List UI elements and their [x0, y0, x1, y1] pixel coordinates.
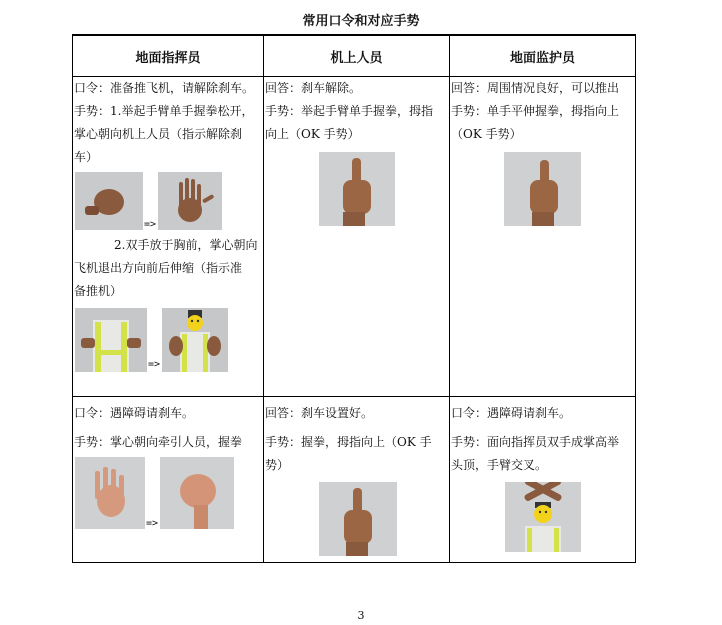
text-line: 手势：握拳，拇指向上（OK 手 [265, 435, 432, 449]
thumbs-up-photo [504, 152, 581, 226]
text-line: 回答：刹车解除。 [265, 81, 362, 95]
text-line: 飞机退出方向前后伸缩（指示准 [74, 261, 243, 275]
text-line: 势） [265, 458, 290, 472]
text-line: 手势：1.举起手臂单手握拳松开， [74, 104, 254, 118]
sequence-arrow: => [146, 518, 159, 529]
director-palms-out-photo [162, 308, 228, 372]
page-number: 3 [357, 609, 365, 622]
page-title: 常用口令和对应手势 [302, 14, 420, 29]
table-row [73, 397, 636, 563]
text-line: 车） [74, 150, 99, 164]
table-row [73, 77, 636, 397]
thumbs-up-photo [319, 482, 397, 556]
text-line: 向上（OK 手势） [265, 127, 360, 141]
table-header-row [73, 35, 636, 77]
cell-monitor-obstacle-stop [450, 397, 636, 563]
thumbs-up-photo [319, 152, 395, 226]
palm-facing-photo [75, 457, 145, 529]
cell-crew-brake-released [264, 77, 450, 397]
text-line: 头顶，手臂交叉。 [451, 458, 548, 472]
header-ground-monitor: 地面监护员 [450, 35, 636, 77]
header-crew: 机上人员 [264, 35, 450, 77]
arms-crossed-overhead-photo [505, 482, 581, 552]
text-line: 口令：准备推飞机，请解除刹车。 [74, 81, 255, 95]
sequence-arrow: => [148, 359, 161, 370]
text-line: 回答：周围情况良好，可以推出 [451, 81, 620, 95]
closed-fist-photo [160, 457, 234, 529]
text-line: 手势：面向指挥员双手成掌高举 [451, 435, 620, 449]
cell-director-release-brake [73, 77, 264, 397]
cell-monitor-clear-to-push [450, 77, 636, 397]
cell-director-obstacle-brake [73, 397, 264, 563]
open-palm-photo [158, 172, 222, 230]
text-line: （OK 手势） [451, 127, 522, 141]
text-line: 回答：刹车设置好。 [265, 406, 374, 420]
text-line: 掌心朝向机上人员（指示解除刹 [74, 127, 243, 141]
text-line: 手势：掌心朝向牵引人员，握拳 [74, 435, 243, 449]
text-line: 口令：遇障碍请刹车。 [74, 406, 195, 420]
text-line: 口令：遇障碍请刹车。 [451, 406, 572, 420]
text-line: 手势：单手平伸握拳，拇指向上 [451, 104, 620, 118]
command-gesture-table [72, 34, 636, 563]
text-line: 2.双手放于胸前，掌心朝向 [114, 238, 258, 252]
text-line: 手势：举起手臂单手握拳，拇指 [265, 104, 434, 118]
header-ground-director: 地面指挥员 [73, 35, 264, 77]
fist-photo [75, 172, 143, 230]
text-line: 备推机） [74, 284, 123, 298]
sequence-arrow: => [144, 219, 157, 230]
cell-crew-brake-set [264, 397, 450, 563]
director-vest-photo [75, 308, 147, 372]
